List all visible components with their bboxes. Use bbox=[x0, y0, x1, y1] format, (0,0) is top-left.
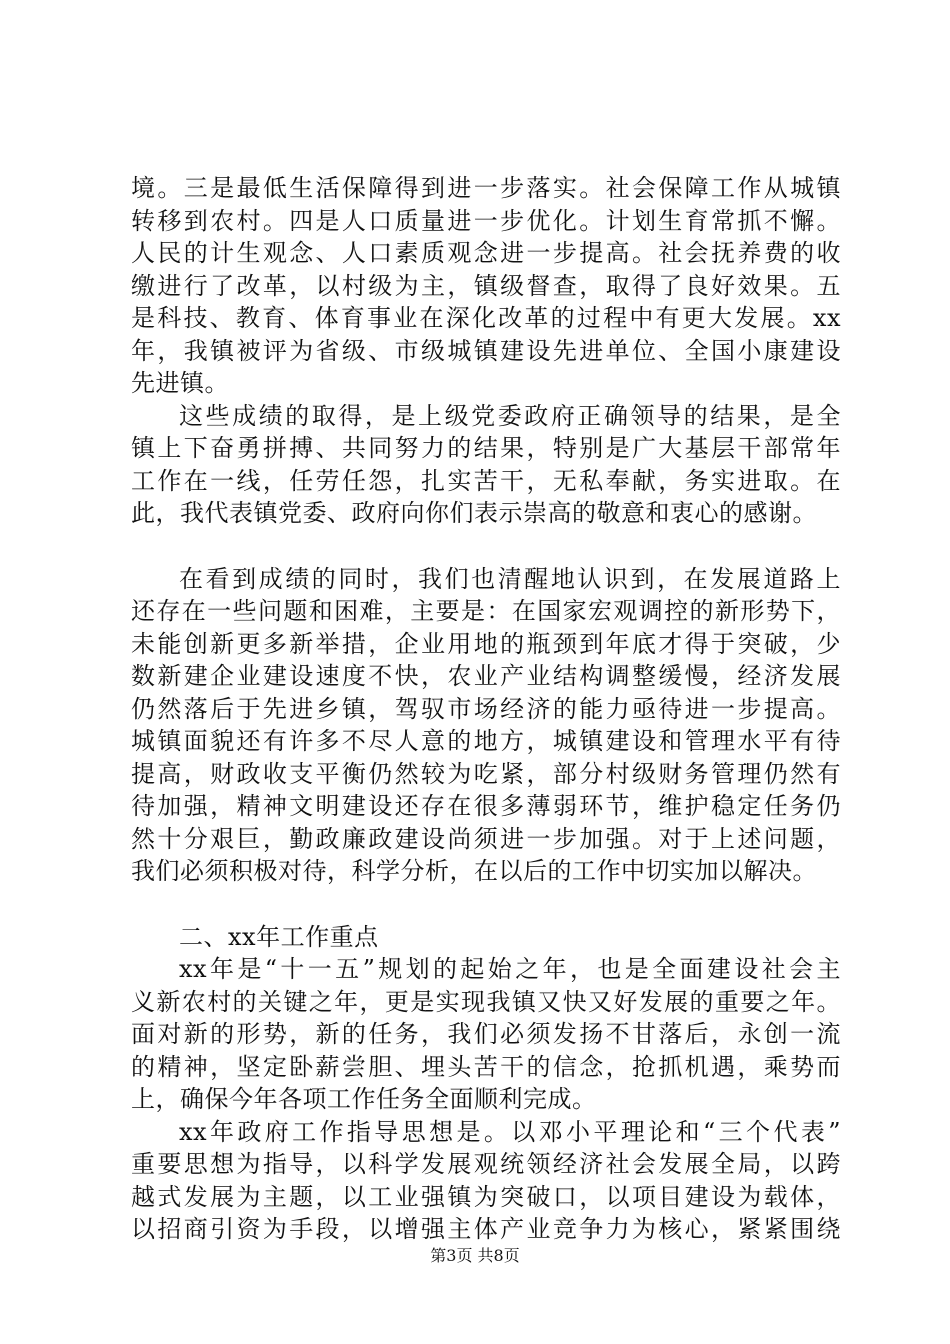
document-body bbox=[131, 172, 841, 1246]
paragraph-first-line: 在看到成绩的同时，我们也清醒地认识到，在发展道路上 bbox=[179, 564, 841, 593]
text-line: 年，我镇被评为省级、市级城镇建设先进单位、全国小康建设 bbox=[131, 336, 841, 365]
text-line: 境。三是最低生活保障得到进一步落实。社会保障工作从城镇 bbox=[131, 174, 841, 202]
text-line: 人民的计生观念、人口素质观念进一步提高。社会抚养费的收 bbox=[131, 239, 841, 267]
text-line: 是科技、教育、体育事业在深化改革的过程中有更大发展。xx bbox=[131, 304, 841, 332]
text-line: 先进镇。 bbox=[131, 369, 229, 397]
text-line: 转移到农村。四是人口质量进一步优化。计划生育常抓不懈。 bbox=[131, 206, 841, 235]
text-line: 城镇面貌还有许多不尽人意的地方，城镇建设和管理水平有待 bbox=[131, 727, 841, 755]
text-line: 待加强，精神文明建设还存在很多薄弱环节，维护稳定任务仍 bbox=[131, 792, 841, 820]
text-line: 缴进行了改革，以村级为主，镇级督查，取得了良好效果。五 bbox=[131, 271, 841, 300]
text-line: 然十分艰巨，勤政廉政建设尚须进一步加强。对于上述问题， bbox=[131, 824, 841, 853]
paragraph-first-line: 这些成绩的取得，是上级党委政府正确领导的结果，是全 bbox=[179, 401, 841, 430]
text-line: 工作在一线，任劳任怨，扎实苦干，无私奉献，务实进取。在 bbox=[131, 466, 841, 495]
text-line: 的精神，坚定卧薪尝胆、埋头苦干的信念，抢抓机遇，乘势而 bbox=[131, 1052, 841, 1081]
text-line: 镇上下奋勇拼搏、共同努力的结果，特别是广大基层干部常年 bbox=[131, 434, 841, 462]
text-line: 仍然落后于先进乡镇，驾驭市场经济的能力亟待进一步提高。 bbox=[131, 694, 841, 723]
text-line: 以招商引资为手段，以增强主体产业竞争力为核心，紧紧围绕 bbox=[131, 1215, 841, 1243]
text-line: 数新建企业建设速度不快，农业产业结构调整缓慢，经济发展 bbox=[131, 662, 841, 690]
text-line: 未能创新更多新举措，企业用地的瓶颈到年底才得于突破，少 bbox=[131, 629, 841, 658]
text-line: 上，确保今年各项工作任务全面顺利完成。 bbox=[131, 1085, 597, 1113]
paragraph-gap bbox=[131, 888, 841, 921]
text-line: 重要思想为指导，以科学发展观统领经济社会发展全局，以跨 bbox=[131, 1150, 841, 1178]
paragraph-gap bbox=[131, 530, 841, 563]
text-line: 义新农村的关键之年，更是实现我镇又快又好发展的重要之年。 bbox=[131, 987, 841, 1016]
text-line: 越式发展为主题，以工业强镇为突破口，以项目建设为载体， bbox=[131, 1182, 841, 1211]
text-line: 面对新的形势，新的任务，我们必须发扬不甘落后，永创一流 bbox=[131, 1020, 841, 1048]
paragraph-first-line: xx年是“十一五”规划的起始之年，也是全面建设社会主 bbox=[179, 955, 841, 983]
paragraph-first-line: xx年政府工作指导思想是。以邓小平理论和“三个代表” bbox=[179, 1117, 841, 1146]
text-line: 此，我代表镇党委、政府向你们表示崇高的敬意和衷心的感谢。 bbox=[131, 499, 817, 527]
text-line: 提高，财政收支平衡仍然较为吃紧，部分村级财务管理仍然有 bbox=[131, 759, 841, 788]
section-heading: 二、xx年工作重点 bbox=[179, 922, 379, 951]
text-line: 还存在一些问题和困难，主要是：在国家宏观调控的新形势下， bbox=[131, 597, 841, 625]
text-line: 我们必须积极对待，科学分析，在以后的工作中切实加以解决。 bbox=[131, 857, 817, 885]
page-number-footer: 第3页 共8页 bbox=[430, 1246, 520, 1265]
